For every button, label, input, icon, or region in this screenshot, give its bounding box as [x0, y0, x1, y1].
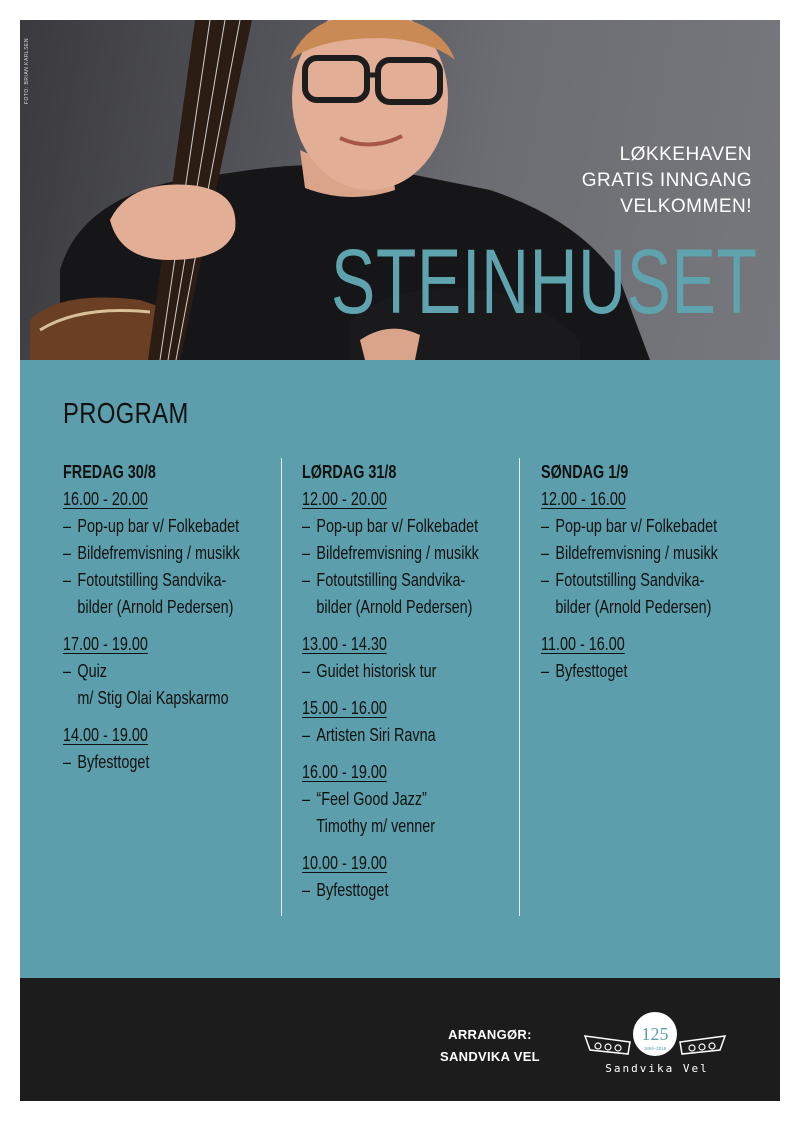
time-slot	[302, 695, 532, 749]
slot-item: – Fotoutstilling Sandvika-	[541, 567, 725, 594]
footer	[20, 978, 780, 1101]
time-slot	[63, 631, 293, 712]
day-column-saturday	[302, 458, 532, 914]
organizer-block	[440, 1024, 540, 1068]
slot-item: bilder (Arnold Pedersen)	[316, 597, 473, 617]
slot-time: 16.00 - 20.00	[63, 489, 148, 509]
day-heading: LØRDAG 31/8	[302, 462, 397, 482]
slot-item: – Quiz	[63, 658, 247, 685]
slot-time: 16.00 - 19.00	[302, 762, 387, 782]
time-slot	[63, 486, 293, 621]
time-slot	[302, 759, 532, 840]
free-entry-label: GRATIS INNGANG	[581, 170, 752, 191]
day-heading: FREDAG 30/8	[63, 462, 156, 482]
slot-time: 12.00 - 20.00	[302, 489, 387, 509]
logo-years: 1894–2019	[643, 1046, 667, 1051]
time-slot	[541, 631, 771, 685]
poster-title: STEINHUSET	[331, 231, 758, 333]
day-column-sunday	[541, 458, 771, 695]
slot-item: – Pop-up bar v/ Folkebadet	[63, 513, 247, 540]
slot-time: 15.00 - 16.00	[302, 698, 387, 718]
slot-item: – Fotoutstilling Sandvika-	[63, 567, 247, 594]
time-slot	[302, 631, 532, 685]
slot-item: – Bildefremvisning / musikk	[63, 540, 247, 567]
time-slot	[302, 850, 532, 904]
slot-item: – Guidet historisk tur	[302, 658, 486, 685]
time-slot	[302, 486, 532, 621]
welcome-label: VELKOMMEN!	[620, 196, 752, 217]
slot-item: – Fotoutstilling Sandvika-	[302, 567, 486, 594]
organizer-name: SANDVIKA VEL	[440, 1049, 540, 1064]
slot-item: – Byfesttoget	[63, 749, 247, 776]
slot-item: – Byfesttoget	[302, 877, 486, 904]
day-heading: SØNDAG 1/9	[541, 462, 629, 482]
slot-time: 17.00 - 19.00	[63, 634, 148, 654]
time-slot	[541, 486, 771, 621]
slot-item: – Byfesttoget	[541, 658, 725, 685]
slot-time: 13.00 - 14.30	[302, 634, 387, 654]
slot-item: bilder (Arnold Pedersen)	[555, 597, 712, 617]
slot-item: Timothy m/ venner	[316, 816, 436, 836]
time-slot	[63, 722, 293, 776]
program-heading: PROGRAM	[63, 398, 189, 430]
day-column-friday	[63, 458, 293, 786]
slot-item: – “Feel Good Jazz”	[302, 786, 486, 813]
slot-item: – Pop-up bar v/ Folkebadet	[541, 513, 725, 540]
logo-wordmark: Sandvika Vel	[605, 1062, 709, 1075]
slot-time: 12.00 - 16.00	[541, 489, 626, 509]
event-info	[582, 142, 752, 220]
slot-item: – Bildefremvisning / musikk	[302, 540, 486, 567]
hero-section	[20, 20, 780, 360]
slot-time: 11.00 - 16.00	[541, 634, 625, 654]
logo-number: 125	[641, 1024, 669, 1044]
program-section	[20, 360, 780, 978]
event-poster	[20, 20, 780, 1101]
slot-item: – Bildefremvisning / musikk	[541, 540, 725, 567]
slot-time: 10.00 - 19.00	[302, 853, 387, 873]
slot-item: – Pop-up bar v/ Folkebadet	[302, 513, 486, 540]
slot-item: m/ Stig Olai Kapskarmo	[77, 688, 229, 708]
slot-item: bilder (Arnold Pedersen)	[77, 597, 234, 617]
venue-label: LØKKEHAVEN	[619, 144, 752, 165]
slot-time: 14.00 - 19.00	[63, 725, 148, 745]
organizer-label: ARRANGØR:	[448, 1027, 532, 1042]
slot-item: – Artisten Siri Ravna	[302, 722, 486, 749]
photo-credit: FOTO: BRIAN KARLSEN	[24, 38, 30, 105]
